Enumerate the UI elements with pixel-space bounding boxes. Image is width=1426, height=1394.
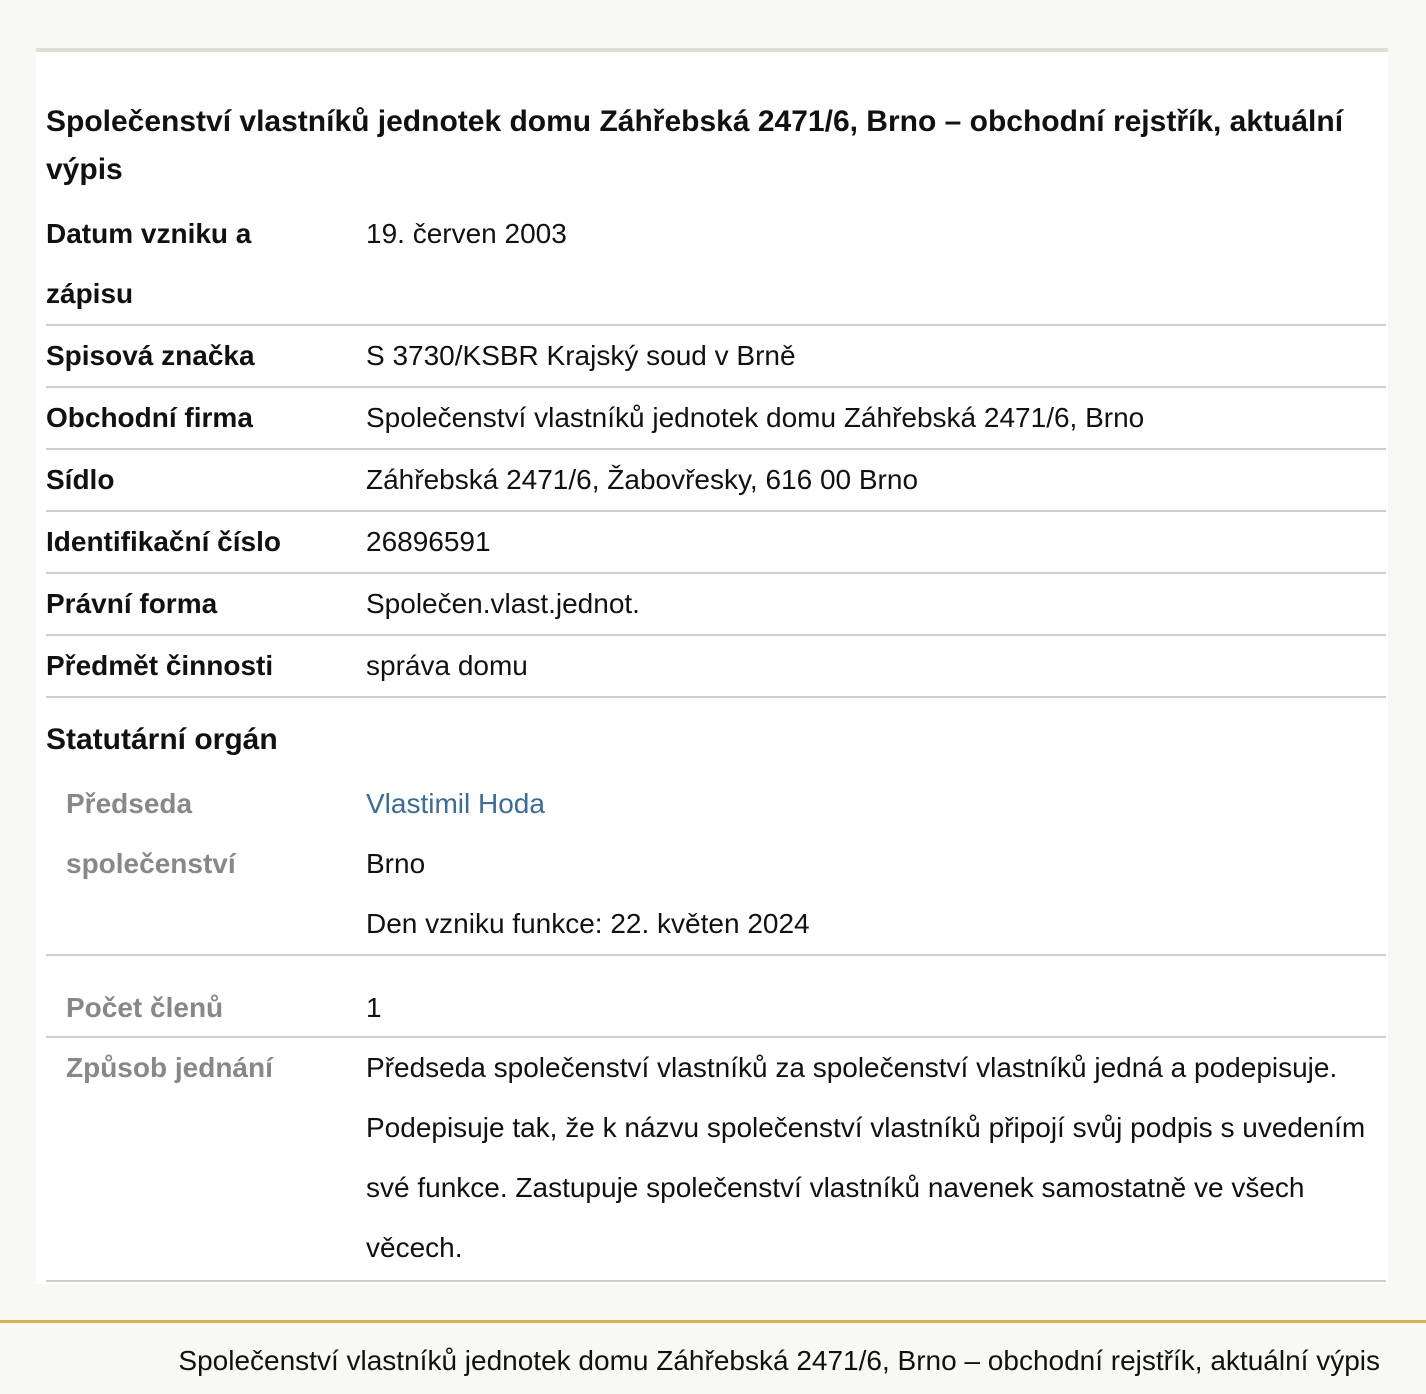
founding-date-label: Datum vzniku a zápisu [46,218,252,309]
id-number-label: Identifikační číslo [46,526,281,557]
chair-since: Den vzniku funkce: 22. květen 2024 [366,908,810,939]
chair-name-link[interactable]: Vlastimil Hoda [366,788,545,819]
row-business-name [46,388,1386,450]
conduct-value: Předseda společenství vlastníků za společenství vlastníků jedná a podepisuje. Podepisuje tak, že k názvu společenství vlastníků připojí svůj podpis s uvedením své funkce. Zastupuje společenství vlastníků navenek samostatně ve všech věcech. [366,1052,1366,1263]
legal-form-label: Právní forma [46,588,218,619]
row-member-count [46,956,1386,1038]
file-number-value: S 3730/KSBR Krajský soud v Brně [366,340,796,371]
footer-caption: Společenství vlastníků jednotek domu Záhřebská 2471/6, Brno – obchodní rejstřík, aktuální výpis [178,1345,1380,1376]
member-count-label: Počet členů [66,992,224,1023]
chair-city: Brno [366,848,426,879]
row-id-number [46,512,1386,574]
row-conduct [46,1038,1386,1282]
business-name-value: Společenství vlastníků jednotek domu Záhřebská 2471/6, Brno [366,402,1145,433]
business-activity-label: Předmět činnosti [46,650,274,681]
founding-date-value: 19. červen 2003 [366,218,567,249]
row-registered-office [46,450,1386,512]
row-file-number [46,326,1386,388]
chair-details [366,774,1376,954]
row-legal-form [46,574,1386,636]
footer [0,1320,1426,1394]
statutory-body-heading: Statutární orgán [46,723,278,756]
register-extract-panel [36,48,1388,1284]
page-title: Společenství vlastníků jednotek domu Záhřebská 2471/6, Brno – obchodní rejstřík, aktuální výpis [46,105,1344,186]
registered-office-label: Sídlo [46,464,115,495]
file-number-label: Spisová značka [46,340,255,371]
row-chair [46,774,1386,956]
conduct-label: Způsob jednání [66,1052,273,1083]
business-name-label: Obchodní firma [46,402,253,433]
registered-office-value: Záhřebská 2471/6, Žabovřesky, 616 00 Brno [366,464,919,495]
member-count-value: 1 [366,992,382,1023]
id-number-value: 26896591 [366,526,491,557]
row-founding-date [46,204,1386,326]
row-business-activity [46,636,1386,698]
chair-label: Předseda společenství [66,788,236,879]
business-activity-value: správa domu [366,650,528,681]
legal-form-value: Společen.vlast.jednot. [366,588,640,619]
